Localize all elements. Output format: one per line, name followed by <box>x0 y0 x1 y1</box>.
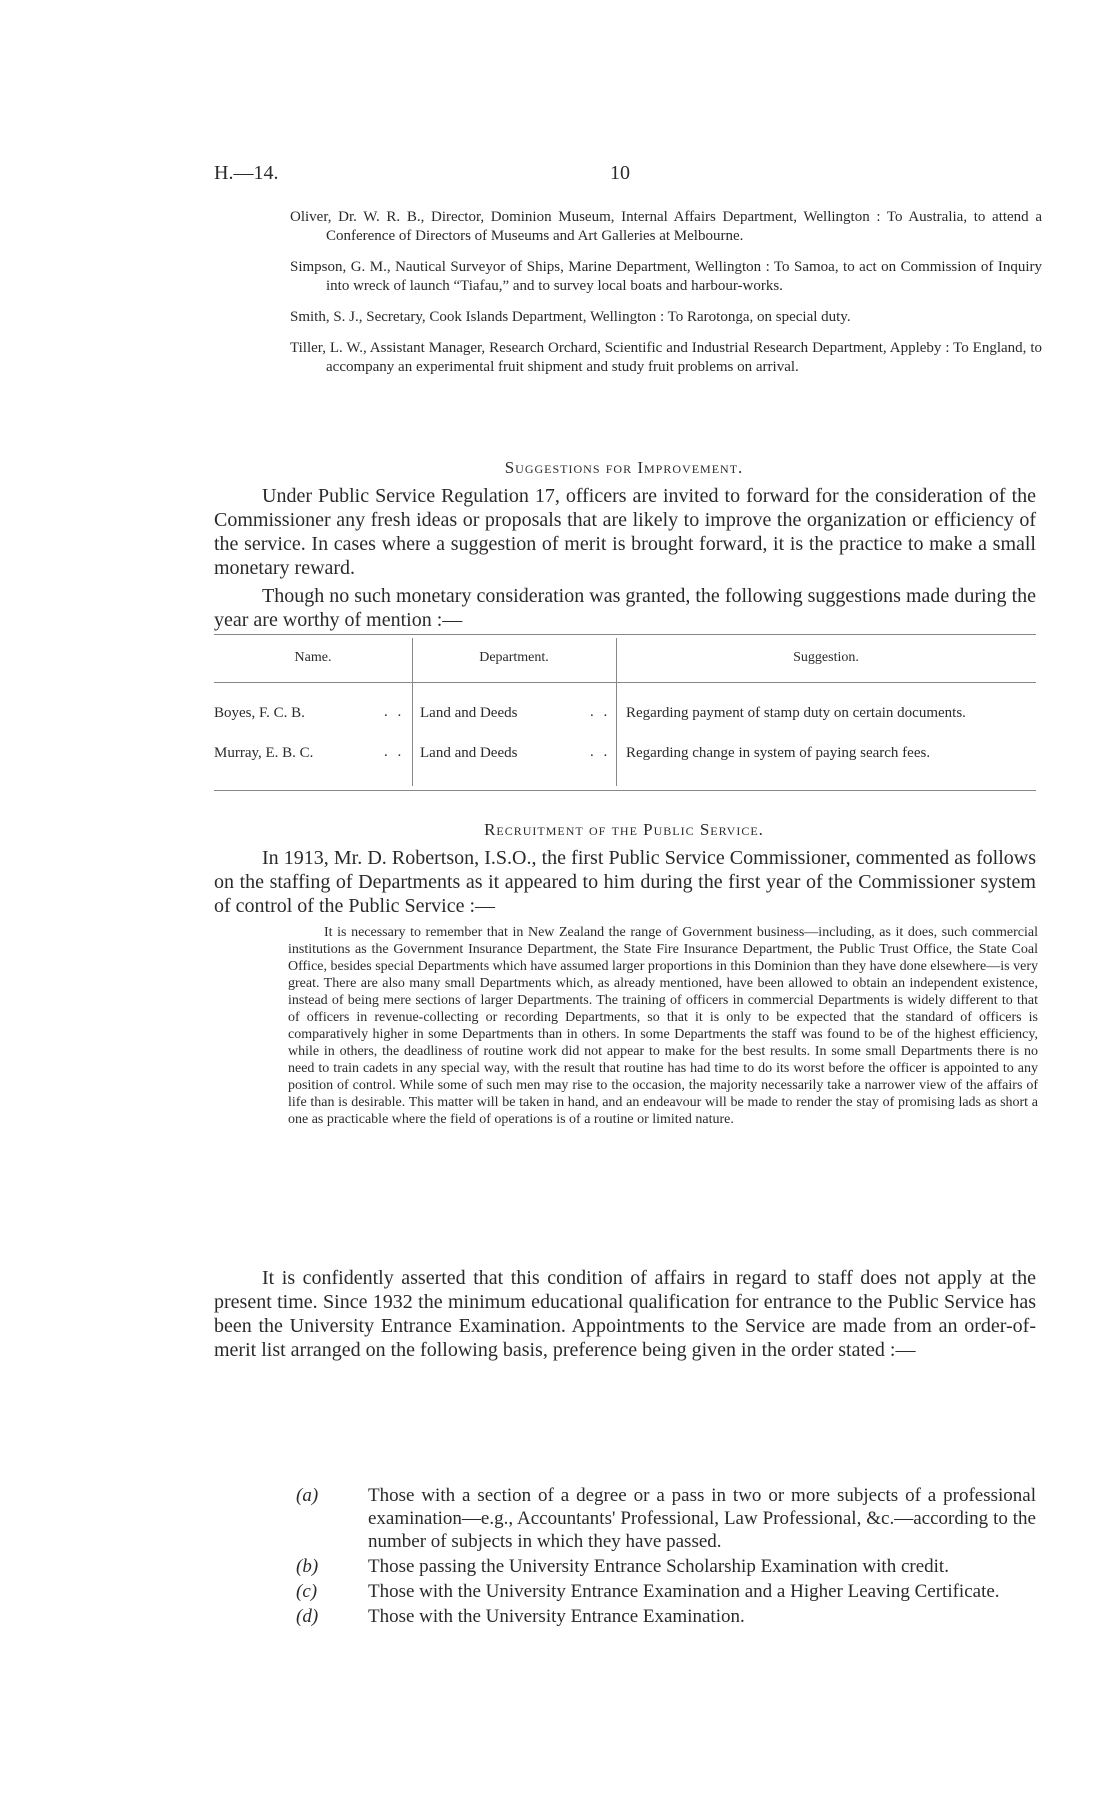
page-header <box>214 162 1034 192</box>
table-cell-suggestion: Regarding change in system of paying search fees. <box>626 745 931 761</box>
list-item-text: Those with a section of a degree or a pass in two or more subjects of a professional examination—e.g., Accountants' Professional, Law Professional, &c.—according to the number of subjects in which they have passed. <box>368 1485 1036 1552</box>
list-item-text: Those with the University Entrance Examination and a Higher Leaving Certificate. <box>368 1581 1000 1602</box>
list-item-label: (b) <box>296 1556 319 1577</box>
list-item: Simpson, G. M., Nautical Surveyor of Ships, Marine Department, Wellington : To Samoa, to act on Commission of Inquiry into wreck of launch “Tiafau,” and to survey local boats and harbour-works. <box>290 259 1042 294</box>
section-heading-recruitment: Recruitment of the Public Service. <box>484 820 764 839</box>
table-leader-dots: . . <box>590 744 611 760</box>
table-cell-name: Boyes, F. C. B. <box>214 705 305 721</box>
recruitment-paragraph-1: In 1913, Mr. D. Robertson, I.S.O., the first Public Service Commissioner, commented as follows on the staffing of Departments as it appeared to him during the first year of the Commissioner system of control of the Public Service :— <box>214 847 1036 917</box>
table-leader-dots: . . <box>590 704 611 720</box>
list-item-text: Those with the University Entrance Examination. <box>368 1606 745 1627</box>
page-number: 10 <box>610 162 630 184</box>
list-item-label: (a) <box>296 1485 319 1506</box>
list-item-label: (d) <box>296 1606 319 1627</box>
table-cell-name: Murray, E. B. C. <box>214 745 314 761</box>
table-cell-department: Land and Deeds <box>420 705 518 721</box>
list-item-text: Those passing the University Entrance Scholarship Examination with credit. <box>368 1556 949 1577</box>
table-leader-dots: . . <box>384 744 405 760</box>
table-header-name: Name. <box>294 650 332 665</box>
table-cell-suggestion: Regarding payment of stamp duty on certain documents. <box>626 705 966 721</box>
table-cell-department: Land and Deeds <box>420 745 518 761</box>
table-leader-dots: . . <box>384 704 405 720</box>
list-item <box>296 1484 1036 1553</box>
suggestions-table <box>214 634 1036 794</box>
recruitment-paragraph-2: It is confidently asserted that this condition of affairs in regard to staff does not apply at the present time. Since 1932 the minimum educational qualification for entrance to the Public Service has been the University Entrance Examination. Appointments to the Service are made from an order-of-merit list arranged on the following basis, preference being given in the order stated :— <box>214 1267 1036 1361</box>
officer-travel-list <box>290 208 1042 389</box>
quoted-passage: It is necessary to remember that in New Zealand the range of Government business—including, as it does, such commercial institutions as the Government Insurance Department, the State Fire Insurance Department, the Public Trust Office, the State Coal Office, besides special Departments which have assumed larger proportions in this Dominion than they have done elsewhere—is very great. There are also many small Departments which, as already mentioned, have been allowed to obtain an independent existence, instead of being mere sections of larger Departments. The training of officers in commercial Departments is widely different to that of officers in revenue-collecting or recording Departments, so that it is only to be expected that the standard of officers is comparatively higher in some Departments than in others. In some Departments the staff was found to be of the highest efficiency, while in others, the deadliness of routine work did not appear to make for the best results. In some small Departments there is no need to train cadets in any special way, with the result that routine has had time to do its worst before the officer is appointed to any position of control. While some of such men may rise to the occasion, the majority necessarily take a narrower view of the affairs of life than is desirable. This matter will be taken in hand, and an endeavour will be made to render the stay of promising lads as short a one as practicable where the field of operations is of a routine or limited nature. <box>288 925 1038 1127</box>
table-header-department: Department. <box>479 650 549 665</box>
table-bottom-rule <box>214 790 1036 791</box>
list-item <box>296 1580 1036 1603</box>
section-heading-suggestions: Suggestions for Improvement. <box>504 458 744 477</box>
suggestions-paragraph-1: Under Public Service Regulation 17, officers are invited to forward for the consideration of the Commissioner any fresh ideas or proposals that are likely to improve the organization or efficiency of the service. In cases where a suggestion of merit is brought forward, it is the practice to make a small monetary reward. <box>214 485 1036 579</box>
list-item <box>296 1605 1036 1628</box>
table-header-rule <box>214 682 1036 683</box>
list-item: Tiller, L. W., Assistant Manager, Research Orchard, Scientific and Industrial Research Department, Appleby : To England, to accompany an experimental fruit shipment and study fruit problems on arrival. <box>290 340 1042 375</box>
preference-list <box>296 1484 1036 1630</box>
table-top-rule <box>214 634 1036 635</box>
list-item-label: (c) <box>296 1581 318 1602</box>
list-item: Oliver, Dr. W. R. B., Director, Dominion Museum, Internal Affairs Department, Wellington : To Australia, to attend a Conference of Directors of Museums and Art Galleries at Melbourne. <box>290 209 1042 244</box>
report-reference: H.—14. <box>214 162 279 184</box>
suggestions-paragraph-2: Though no such monetary consideration was granted, the following suggestions made during the year are worthy of mention :— <box>214 585 1036 631</box>
list-item: Smith, S. J., Secretary, Cook Islands Department, Wellington : To Rarotonga, on special duty. <box>290 309 851 325</box>
table-header-suggestion: Suggestion. <box>793 650 859 665</box>
list-item <box>296 1555 1036 1578</box>
